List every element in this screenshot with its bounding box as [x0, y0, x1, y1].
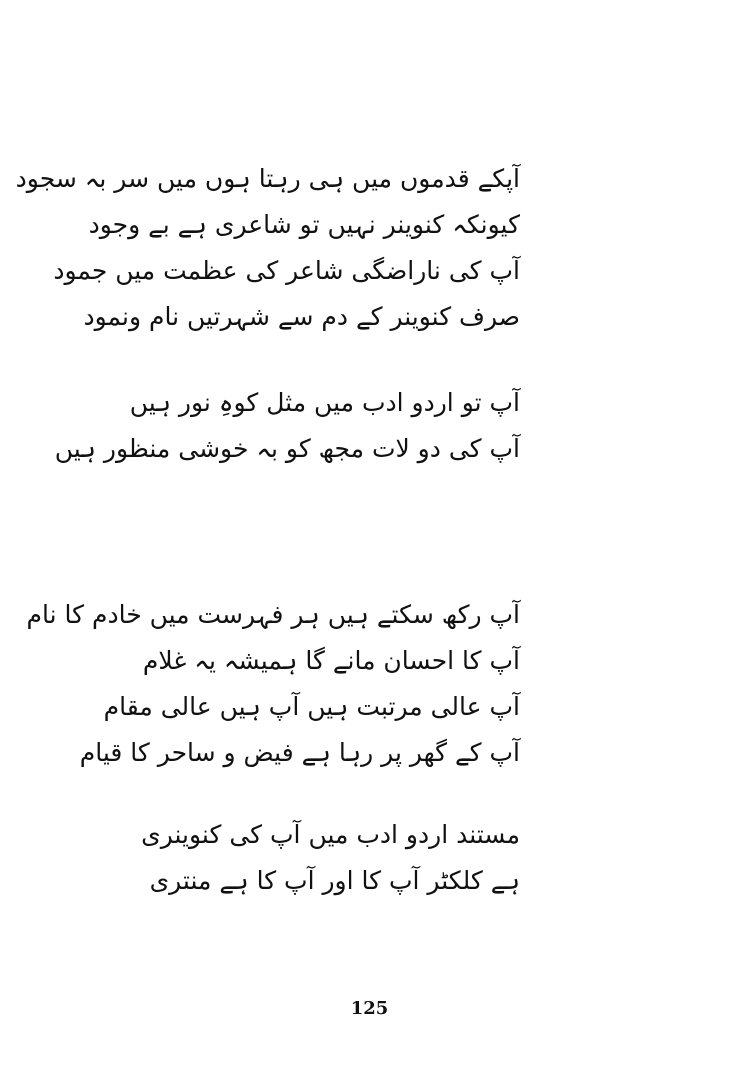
verse-line: آپ کی ناراضگی شاعر کی عظمت میں جمود — [53, 256, 520, 285]
verse-line: آپ کے گھر پر رہا ہے فیض و ساحر کا قیام — [79, 738, 520, 767]
verse-line: مستند اردو ادب میں آپ کی کنوینری — [141, 820, 520, 849]
verse-line: آپ کا احسان مانے گا ہمیشہ یہ غلام — [142, 646, 520, 675]
verse-line: ہے کلکٹر آپ کا اور آپ کا ہے منتری — [149, 866, 520, 895]
poem-stanza-2 — [54, 380, 520, 472]
verse-line: آپ عالی مرتبت ہیں آپ ہیں عالی مقام — [103, 692, 520, 721]
verse-line: آپ رکھ سکتے ہیں ہر فہرست میں خادم کا نام — [26, 600, 520, 629]
verse-line: آپ تو اردو ادب میں مثل کوہِ نور ہیں — [129, 388, 520, 417]
poem-stanza-3 — [26, 592, 520, 776]
verse-line: صرف کنوینر کے دم سے شہرتیں نام ونمود — [83, 302, 520, 331]
poem-stanza-1 — [15, 156, 520, 340]
poem-stanza-4 — [141, 812, 520, 904]
verse-line: کیونکہ کنوینر نہیں تو شاعری ہے بے وجود — [88, 210, 520, 239]
verse-line: آپ کی دو لات مجھ کو بہ خوشی منظور ہیں — [54, 434, 520, 463]
page-number: 125 — [350, 998, 389, 1019]
verse-line: آپکے قدموں میں ہی رہتا ہوں میں سر بہ سجود — [15, 164, 520, 193]
